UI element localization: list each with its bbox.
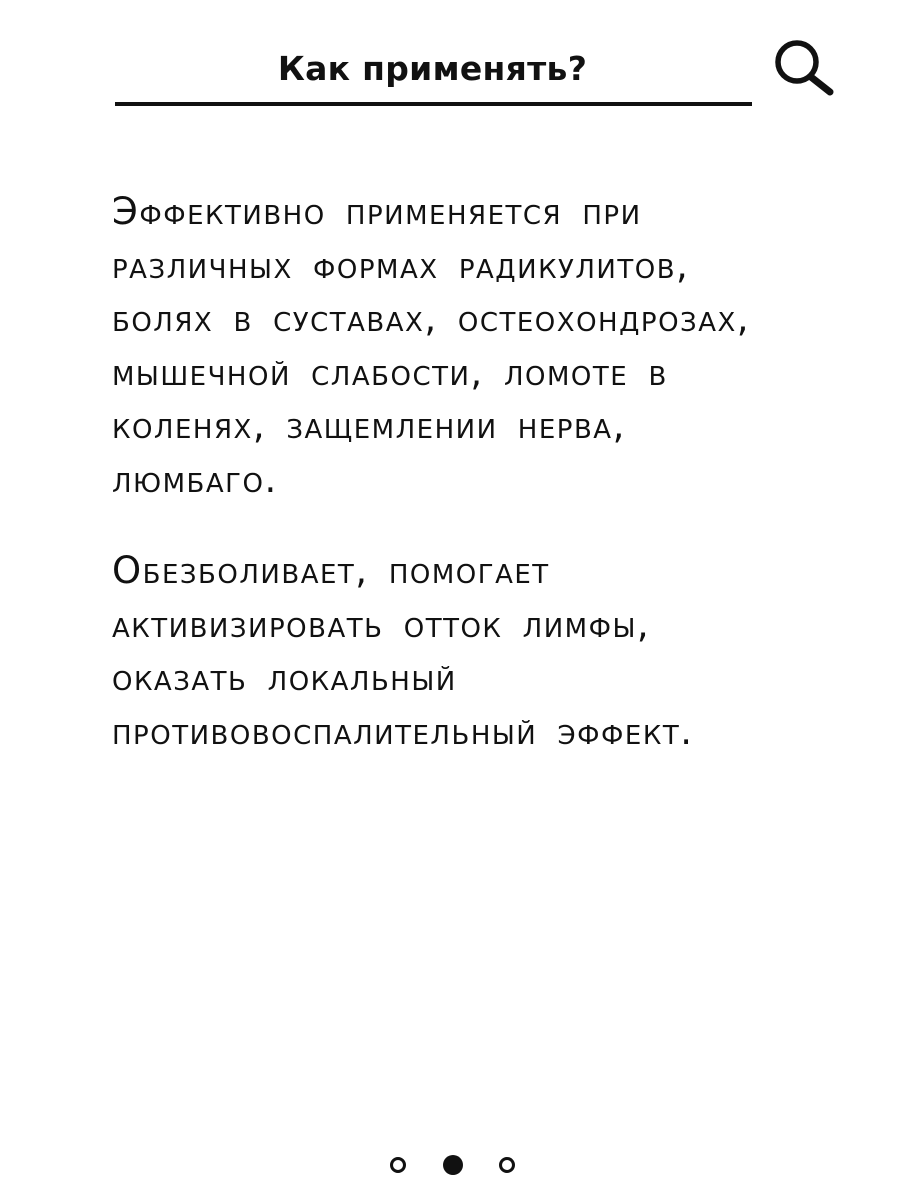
header bbox=[0, 0, 900, 120]
text-line: люмбаго. bbox=[112, 457, 278, 501]
pager-dot-1[interactable] bbox=[390, 1157, 406, 1173]
text-line: мышечной слабости, ломоте в bbox=[112, 350, 668, 394]
text-line: болях в суставах, остеохондрозах, bbox=[112, 297, 751, 340]
search-button[interactable] bbox=[770, 36, 840, 98]
text-line: Эффективно применяется при bbox=[112, 190, 642, 233]
pager-dot-2-active[interactable] bbox=[443, 1155, 463, 1175]
text-line: оказать локальный bbox=[112, 656, 457, 699]
pager-dot-3[interactable] bbox=[499, 1157, 515, 1173]
search-icon bbox=[770, 36, 840, 98]
text-line: различных формах радикулитов, bbox=[112, 243, 690, 287]
title-underline bbox=[115, 102, 752, 106]
content-area bbox=[112, 185, 832, 758]
text-line: активизировать отток лимфы, bbox=[112, 602, 651, 646]
page-title: Как применять? bbox=[277, 49, 588, 88]
paragraph-effects bbox=[112, 544, 832, 758]
text-line: Обезболивает, помогает bbox=[112, 549, 550, 592]
text-line: противовоспалительный эффект. bbox=[112, 709, 694, 753]
carousel-pager bbox=[390, 1150, 515, 1180]
text-line: коленях, защемлении нерва, bbox=[112, 404, 626, 447]
paragraph-usage bbox=[112, 185, 832, 506]
